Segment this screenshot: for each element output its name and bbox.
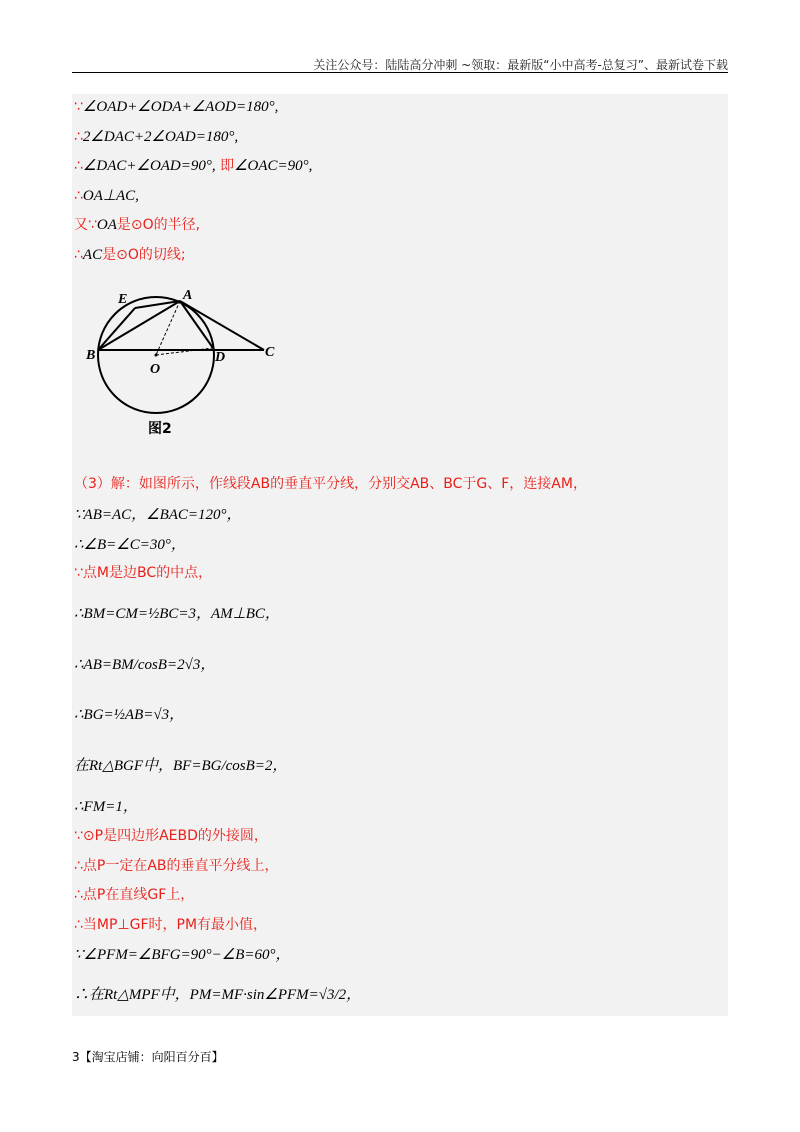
solution-line-5: ∴BM=CM=½BC=3，AM⊥BC， (74, 606, 280, 622)
solution-line-8: 在Rt△BGF中，BF=BG/cosB=2， (74, 758, 288, 774)
page-header: 关注公众号：陆陆高分冲刺 ~领取：最新版“小中高考-总复习”、最新试卷下载 (313, 58, 728, 72)
proof-line-2: ∴2∠DAC+2∠OAD=180°, (74, 129, 239, 145)
page-footer: 3【淘宝店铺：向阳百分百】 (72, 1050, 224, 1064)
label-B: B (86, 348, 96, 363)
label-E: E (118, 292, 128, 307)
solution-line-2: ∵AB=AC，∠BAC=120°， (74, 507, 242, 523)
solution-line-15: ∴在Rt△MPF中，PM=MF·sin∠PFM=√3/2， (74, 987, 362, 1003)
label-D: D (215, 350, 226, 365)
solution-line-12: ∴点P在直线GF上， (74, 887, 195, 903)
solution-line-6: ∴AB=BM/cosB=2√3， (74, 657, 216, 673)
solution-line-14: ∵∠PFM=∠BFG=90°−∠B=60°， (74, 947, 291, 963)
header-rule (72, 72, 728, 73)
label-C: C (265, 345, 275, 360)
label-A: A (183, 288, 193, 303)
proof-line-4: ∴OA⊥AC, (74, 188, 139, 204)
solution-line-13: ∴当MP⊥GF时，PM有最小值， (74, 917, 268, 933)
proof-line-1: ∵∠OAD+∠ODA+∠AOD=180°, (74, 99, 279, 115)
geometry-figure (88, 283, 288, 443)
proof-line-6: ∴AC是⊙O的切线; (74, 247, 186, 263)
solution-line-1: （3）解：如图所示，作线段AB的垂直平分线，分别交AB、BC于G、F，连接AM， (74, 476, 587, 492)
figure-caption: 图2 (148, 421, 172, 437)
solution-line-10: ∵⊙P是四边形AEBD的外接圆， (74, 828, 268, 844)
label-O: O (150, 362, 161, 377)
solution-line-9: ∴FM=1， (74, 799, 138, 815)
solution-line-3: ∴∠B=∠C=30°， (74, 537, 186, 553)
proof-line-5: 又∵OA是⊙O的半径, (74, 217, 201, 233)
solution-line-7: ∴BG=½AB=√3， (74, 707, 185, 723)
solution-line-11: ∴点P一定在AB的垂直平分线上， (74, 858, 279, 874)
solution-line-4: ∵点M是边BC的中点， (74, 565, 213, 581)
proof-line-3: ∴∠DAC+∠OAD=90°, 即∠OAC=90°, (74, 158, 313, 174)
